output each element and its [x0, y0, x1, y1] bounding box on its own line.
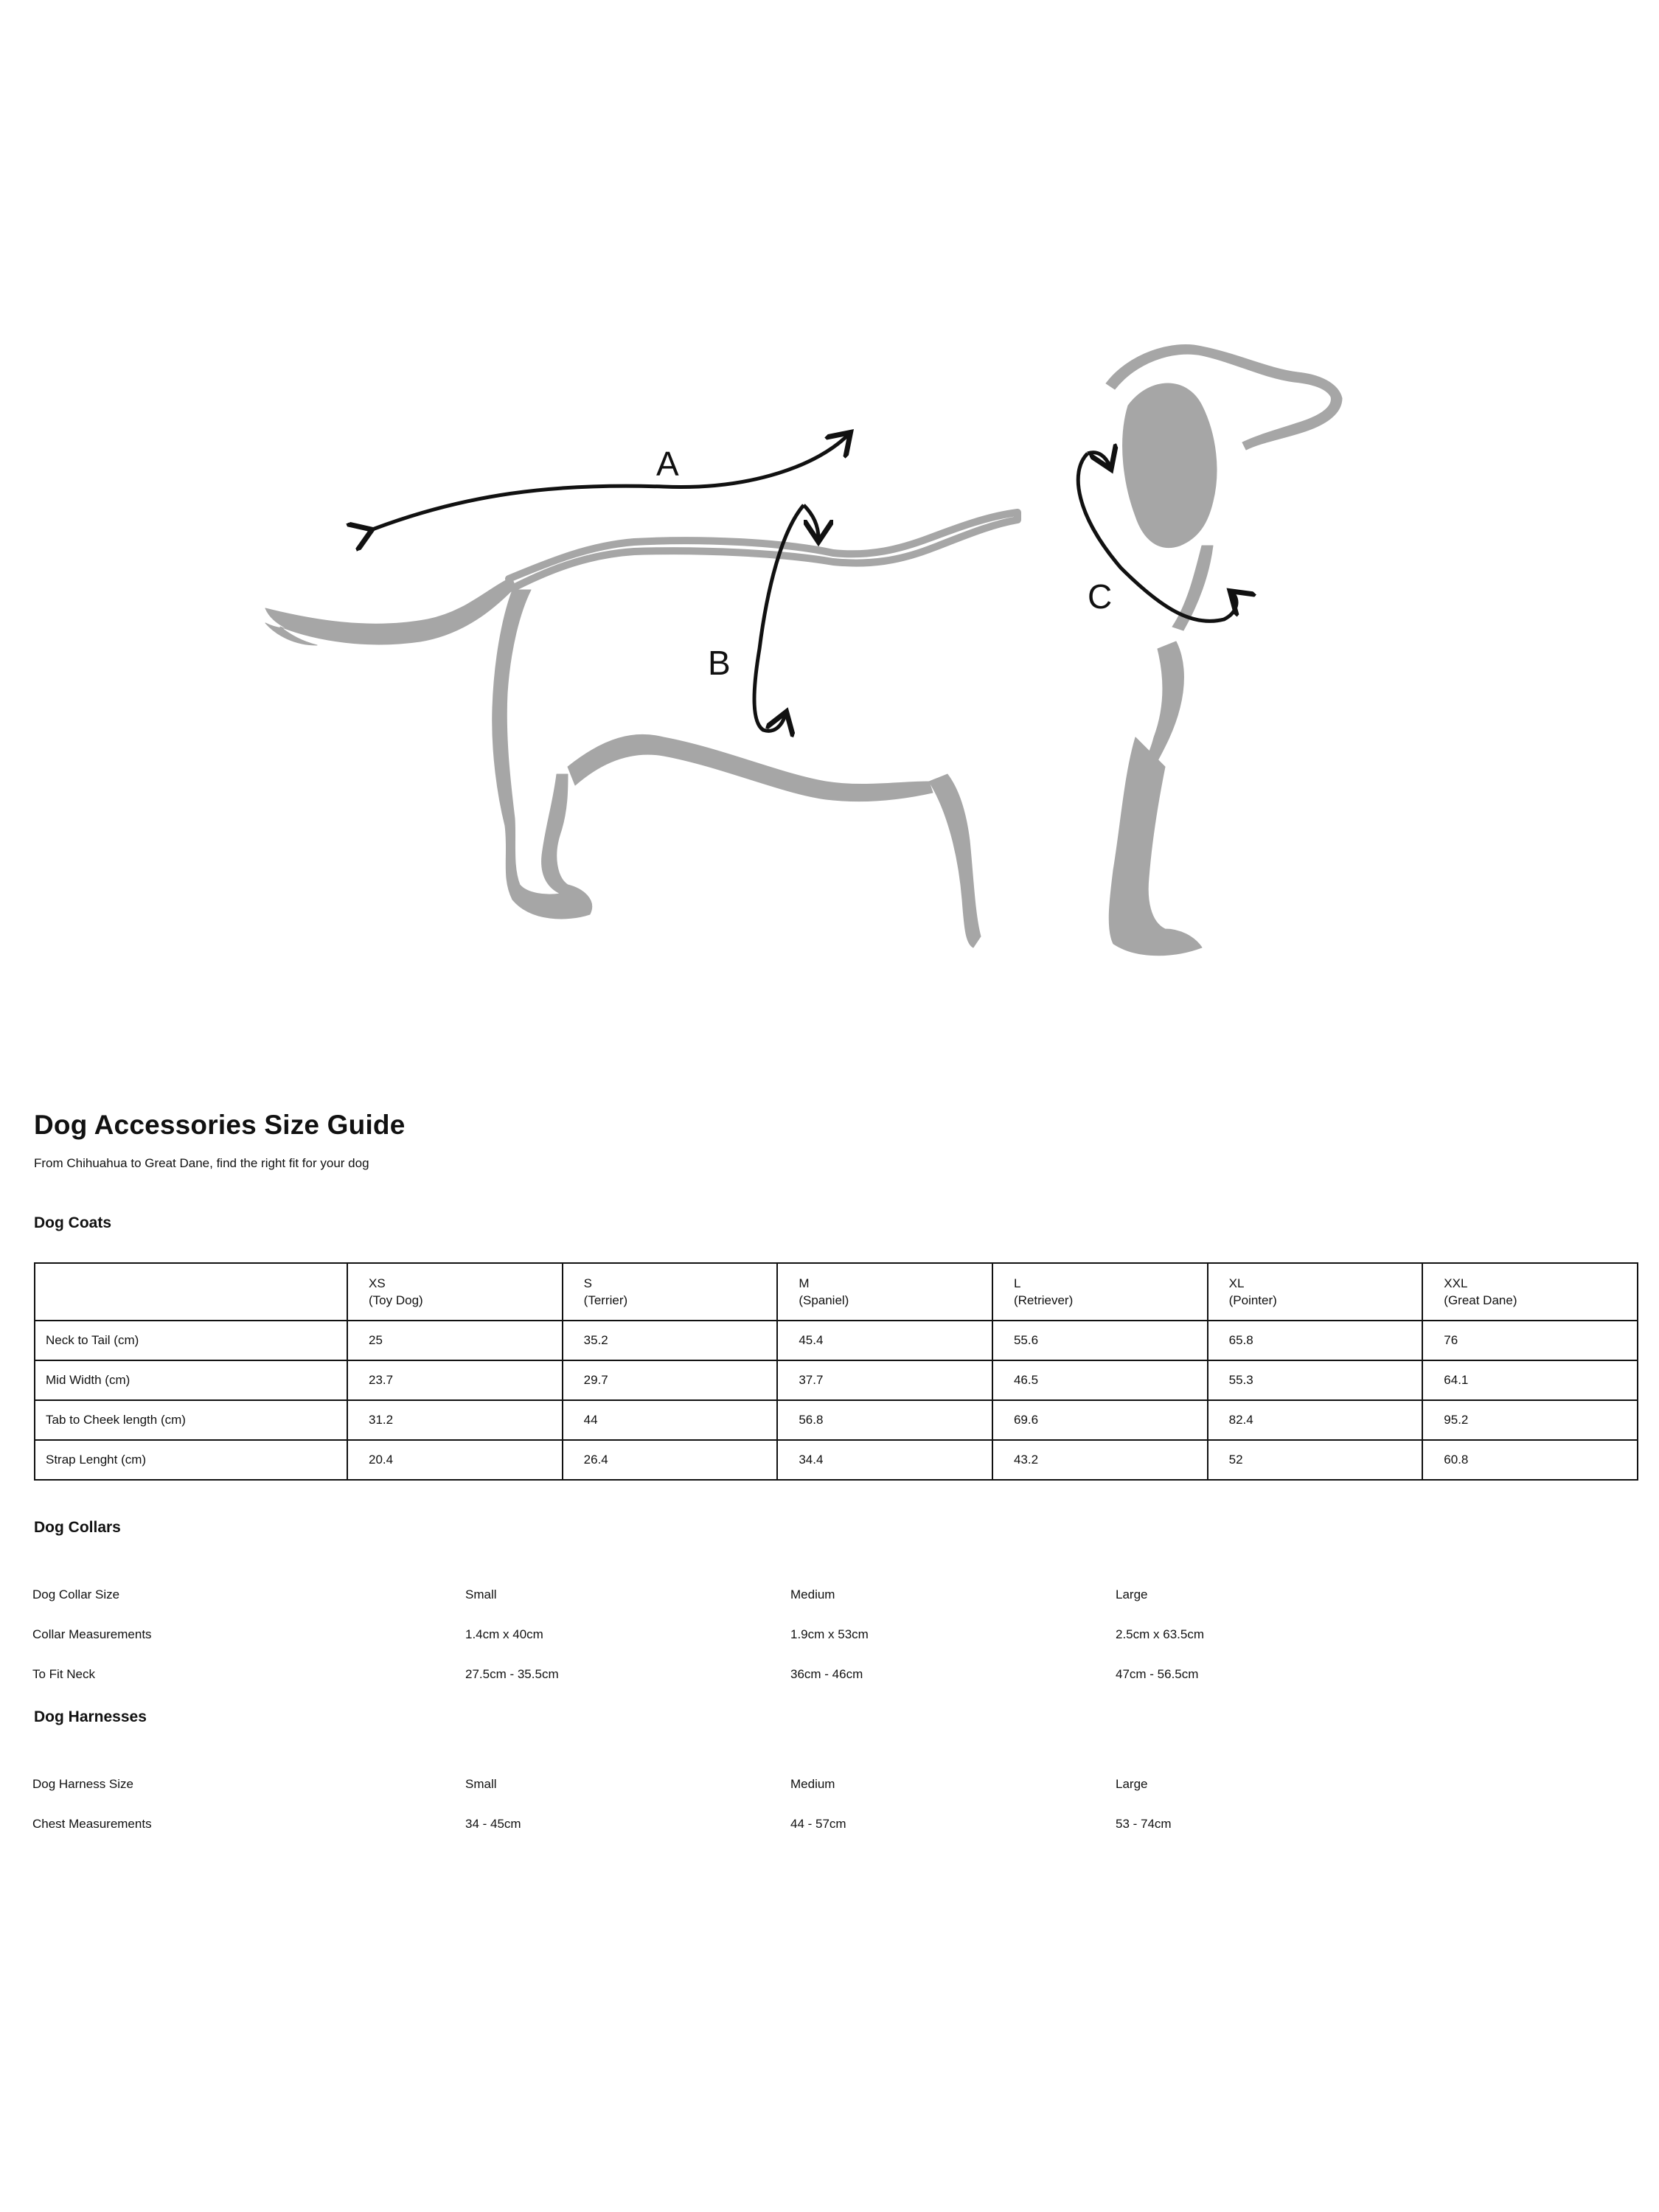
coats-header-row	[35, 1263, 1638, 1321]
table-row	[35, 1321, 1638, 1360]
page-title: Dog Accessories Size Guide	[34, 1110, 406, 1140]
dog-silhouette	[265, 344, 1342, 955]
table-cell: 45.4	[777, 1321, 992, 1360]
table-cell: 55.6	[992, 1321, 1208, 1360]
table-cell: 55.3	[1208, 1360, 1423, 1400]
row-label: Strap Lenght (cm)	[35, 1440, 347, 1480]
row-label: Collar Measurements	[32, 1627, 152, 1641]
table-row	[35, 1360, 1638, 1400]
table-cell: 95.2	[1422, 1400, 1638, 1440]
cell-value: Small	[465, 1777, 497, 1791]
cell-value: Medium	[790, 1587, 835, 1601]
cell-value: 53 - 74cm	[1116, 1817, 1172, 1831]
dog-tail	[265, 579, 512, 645]
list-item	[32, 1576, 1360, 1615]
dog-measurement-diagram	[221, 295, 1438, 1069]
page-subtitle: From Chihuahua to Great Dane, find the right fit for your dog	[34, 1156, 369, 1170]
table-row	[35, 1400, 1638, 1440]
table-cell: 26.4	[563, 1440, 778, 1480]
cell-value: 2.5cm x 63.5cm	[1116, 1627, 1204, 1641]
coats-section-title: Dog Coats	[34, 1214, 111, 1231]
table-cell: 25	[347, 1321, 563, 1360]
arrow-a	[369, 435, 848, 531]
table-cell: 82.4	[1208, 1400, 1423, 1440]
list-item	[32, 1615, 1360, 1655]
row-label: Mid Width (cm)	[35, 1360, 347, 1400]
table-cell: 35.2	[563, 1321, 778, 1360]
header-size-l: L (Retriever)	[992, 1263, 1208, 1321]
header-size-xl: XL (Pointer)	[1208, 1263, 1423, 1321]
dog-illustration	[221, 295, 1438, 1069]
row-label: Dog Harness Size	[32, 1777, 134, 1791]
table-cell: 46.5	[992, 1360, 1208, 1400]
cell-value: 47cm - 56.5cm	[1116, 1667, 1199, 1681]
header-empty-cell	[35, 1263, 347, 1321]
table-cell: 64.1	[1422, 1360, 1638, 1400]
header-size-m: M (Spaniel)	[777, 1263, 992, 1321]
table-cell: 56.8	[777, 1400, 992, 1440]
cell-value: Large	[1116, 1777, 1148, 1791]
coats-size-table	[34, 1262, 1638, 1481]
arrow-b	[754, 505, 804, 731]
table-cell: 60.8	[1422, 1440, 1638, 1480]
label-b: B	[708, 644, 731, 682]
row-label: Dog Collar Size	[32, 1587, 120, 1601]
list-item	[32, 1805, 1360, 1845]
cell-value: 36cm - 46cm	[790, 1667, 863, 1681]
label-c: C	[1088, 577, 1113, 616]
table-cell: 34.4	[777, 1440, 992, 1480]
row-label: To Fit Neck	[32, 1667, 96, 1681]
label-a: A	[656, 445, 679, 483]
cell-value: 44 - 57cm	[790, 1817, 846, 1831]
cell-value: 27.5cm - 35.5cm	[465, 1667, 559, 1681]
table-row	[35, 1440, 1638, 1480]
dog-ear	[1123, 383, 1217, 548]
harnesses-section-title: Dog Harnesses	[34, 1708, 147, 1725]
header-size-xxl: XXL (Great Dane)	[1422, 1263, 1638, 1321]
dog-rear-leg	[493, 590, 592, 919]
cell-value: 34 - 45cm	[465, 1817, 521, 1831]
table-cell: 29.7	[563, 1360, 778, 1400]
list-item	[32, 1765, 1360, 1805]
row-label: Tab to Cheek length (cm)	[35, 1400, 347, 1440]
table-cell: 23.7	[347, 1360, 563, 1400]
collars-section-title: Dog Collars	[34, 1519, 121, 1536]
cell-value: Medium	[790, 1777, 835, 1791]
table-cell: 31.2	[347, 1400, 563, 1440]
table-cell: 76	[1422, 1321, 1638, 1360]
row-label: Chest Measurements	[32, 1817, 152, 1831]
header-size-s: S (Terrier)	[563, 1263, 778, 1321]
dog-back	[509, 512, 1018, 588]
harnesses-size-list	[32, 1765, 1360, 1845]
list-item	[32, 1655, 1360, 1695]
cell-value: 1.4cm x 40cm	[465, 1627, 543, 1641]
row-label: Neck to Tail (cm)	[35, 1321, 347, 1360]
table-cell: 44	[563, 1400, 778, 1440]
table-cell: 52	[1208, 1440, 1423, 1480]
cell-value: Large	[1116, 1587, 1148, 1601]
dog-belly	[568, 734, 933, 801]
table-cell: 65.8	[1208, 1321, 1423, 1360]
table-cell: 43.2	[992, 1440, 1208, 1480]
cell-value: 1.9cm x 53cm	[790, 1627, 869, 1641]
collars-size-list	[32, 1576, 1360, 1695]
table-cell: 20.4	[347, 1440, 563, 1480]
table-cell: 69.6	[992, 1400, 1208, 1440]
table-cell: 37.7	[777, 1360, 992, 1400]
dog-front-legs	[929, 774, 981, 947]
cell-value: Small	[465, 1587, 497, 1601]
header-size-xs: XS (Toy Dog)	[347, 1263, 563, 1321]
